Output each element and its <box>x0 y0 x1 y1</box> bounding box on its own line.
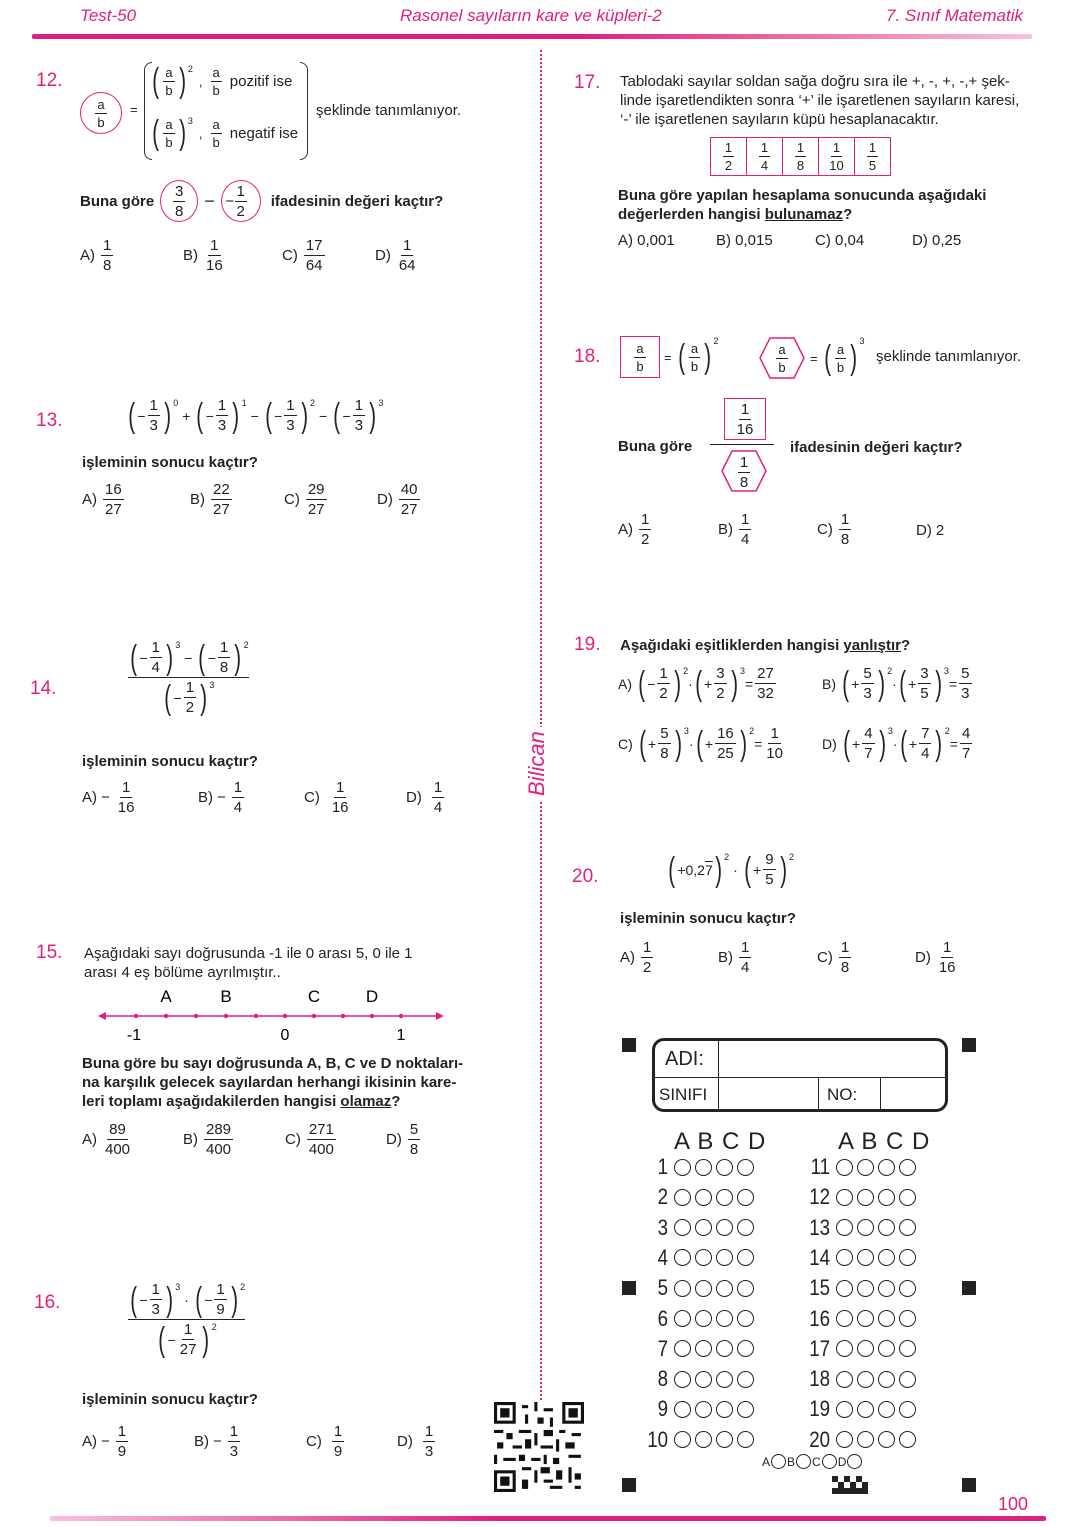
q19-number: 19. <box>574 634 601 655</box>
q16-option-c[interactable]: C) $\frac{1}{9}$ <box>306 1423 343 1460</box>
q17-line1: Tablodaki sayılar soldan sağa doğru sıra ile +, -, +, -,+ şek- <box>620 73 1010 90</box>
name-field[interactable] <box>719 1041 945 1077</box>
q16-number: 16. <box>34 1292 61 1313</box>
q18-tail: şeklinde tanımlanıyor. <box>876 348 1022 365</box>
q17-question-line2: değerlerden hangisi bulunamaz? <box>618 206 853 223</box>
no-label: NO: <box>819 1078 881 1112</box>
answer-row <box>644 1213 758 1243</box>
student-info-box <box>652 1038 948 1112</box>
watermark-text: Bilican <box>524 727 550 800</box>
q19-option-d[interactable]: D) ( + $\frac{4}{7}$ ) 3 · ( + $\frac{7}{4}$ ) 2 = $\frac{4}{7}$ <box>822 724 971 763</box>
q17-cell-3: $\frac{1}{8}$ <box>783 138 819 176</box>
answer-bubble-b[interactable] <box>695 1249 712 1266</box>
q14-expression: ( − $\frac{1}{4}$ ) 3 − ( − $\frac{1}{8}$ ) 2 ( − $\frac{1}{2}$ ) 3 <box>128 640 249 715</box>
q13-number: 13. <box>36 410 63 431</box>
answer-row-number: 6 <box>657 1305 669 1331</box>
answer-bubble-d[interactable] <box>737 1189 754 1206</box>
q18-hexagon-definition: $\frac{a}{b}$ = ( $\frac{a}{b}$ ) 3 <box>758 336 865 380</box>
q18-square-definition: $\frac{a}{b}$ = ( $\frac{a}{b}$ ) 2 <box>620 336 719 378</box>
q14-option-d[interactable]: D) $\frac{1}{4}$ <box>406 779 443 816</box>
q12-option-b[interactable]: B) $\frac{1}{16}$ <box>183 237 223 274</box>
answer-bubble-c[interactable] <box>878 1431 895 1448</box>
footer-bar <box>50 1516 1046 1521</box>
q14-prompt: işleminin sonucu kaçtır? <box>82 753 258 770</box>
q14-number: 14. <box>30 678 57 699</box>
answer-columns-left: A B C D <box>674 1128 767 1155</box>
answer-bubble-c[interactable] <box>878 1249 895 1266</box>
q15-tick-minus1: -1 <box>126 1027 142 1044</box>
answer-bubble-c[interactable] <box>716 1340 733 1357</box>
class-label: SINIFI <box>655 1078 719 1112</box>
topic-title: Rasonel sayıların kare ve küpleri-2 <box>400 6 662 25</box>
q18-option-a[interactable]: A) $\frac{1}{2}$ <box>618 511 650 548</box>
answer-bubble-a[interactable] <box>836 1371 853 1388</box>
q12-equals: = <box>130 102 138 117</box>
answer-row <box>806 1304 920 1334</box>
answer-bubble-a[interactable] <box>836 1249 853 1266</box>
q17-number: 17. <box>574 72 601 93</box>
answer-bubble-c[interactable] <box>716 1219 733 1236</box>
answer-row-number: 19 <box>809 1396 831 1422</box>
q12-tail: şeklinde tanımlanıyor. <box>316 102 462 119</box>
answer-bubble-d[interactable] <box>899 1249 916 1266</box>
alignment-mark <box>622 1478 636 1492</box>
answer-row-number: 4 <box>657 1244 669 1270</box>
answer-bubble-b[interactable] <box>695 1159 712 1176</box>
answer-bubble-d[interactable] <box>899 1371 916 1388</box>
q12-case2: ( $\frac{a}{b}$ ) 3 , $\frac{a}{b}$ negatif ise <box>152 114 299 152</box>
answer-bubble-a[interactable] <box>836 1310 853 1327</box>
answer-bubble-a[interactable] <box>674 1310 691 1327</box>
answer-row-number: 7 <box>657 1335 669 1361</box>
no-field[interactable] <box>881 1078 945 1112</box>
answer-bubble-d[interactable] <box>899 1280 916 1297</box>
answer-bubble-b[interactable] <box>857 1280 874 1297</box>
answer-row <box>644 1425 758 1455</box>
q13-expression: ( − $\frac{1}{3}$ ) 0 + ( − $\frac{1}{3}$ ) 1 − ( − $\frac{1}{3}$ ) 2 − ( − $\frac{1}{3}$ ) 3 <box>128 396 384 435</box>
answer-bubble-b[interactable] <box>857 1371 874 1388</box>
answer-row-number: 2 <box>657 1184 669 1210</box>
answer-bubble-b[interactable] <box>857 1310 874 1327</box>
answer-row <box>644 1334 758 1364</box>
answer-bubble-d[interactable] <box>899 1401 916 1418</box>
q20-prompt: işleminin sonucu kaçtır? <box>620 910 796 927</box>
q12-option-d[interactable]: D) $\frac{1}{64}$ <box>375 237 416 274</box>
answer-bubble-d[interactable] <box>899 1189 916 1206</box>
alignment-mark <box>622 1038 636 1052</box>
answer-row-number: 17 <box>809 1335 831 1361</box>
answer-bubble-c[interactable] <box>716 1249 733 1266</box>
q17-option-c[interactable]: C) 0,04 <box>815 232 865 249</box>
q12-option-a[interactable]: A) $\frac{1}{8}$ <box>80 237 112 274</box>
answer-bubble-c[interactable] <box>716 1310 733 1327</box>
answer-row-number: 5 <box>657 1275 669 1301</box>
answer-bubble-b[interactable] <box>695 1280 712 1297</box>
answer-bubble-a[interactable] <box>836 1431 853 1448</box>
q18-prompt-a: Buna göre <box>618 438 693 455</box>
q13-option-c[interactable]: C) $\frac{29}{27}$ <box>284 481 325 518</box>
answer-bubble-a[interactable] <box>836 1280 853 1297</box>
q13-option-b[interactable]: B) $\frac{22}{27}$ <box>190 481 230 518</box>
q16-expression: ( − $\frac{1}{3}$ ) 3 · ( − $\frac{1}{9}$ ) 2 ( − $\frac{1}{27}$ ) 2 <box>128 1282 245 1357</box>
answer-bubble-a[interactable] <box>674 1340 691 1357</box>
answer-bubble-c[interactable] <box>878 1340 895 1357</box>
answer-bubble-d[interactable] <box>899 1340 916 1357</box>
alignment-mark <box>962 1281 976 1295</box>
alignment-mark <box>962 1038 976 1052</box>
q20-number: 20. <box>572 866 599 887</box>
answer-row-number: 1 <box>657 1154 669 1179</box>
answer-bubble-d[interactable] <box>737 1249 754 1266</box>
answer-bubble-c[interactable] <box>716 1431 733 1448</box>
answer-bubble-c[interactable] <box>878 1280 895 1297</box>
answer-row <box>806 1364 920 1394</box>
q15-line1: Aşağıdaki sayı doğrusunda -1 ile 0 arası 5, 0 ile 1 <box>84 945 413 962</box>
answer-bubble-d[interactable] <box>899 1219 916 1236</box>
answer-bubble-b[interactable] <box>857 1431 874 1448</box>
name-label: ADI: <box>655 1041 719 1077</box>
answer-row-number: 15 <box>809 1275 831 1301</box>
answer-row-number: 18 <box>809 1366 831 1392</box>
answer-row-number: 14 <box>809 1244 831 1270</box>
answer-bubble-c[interactable] <box>716 1401 733 1418</box>
q15-question-line1: Buna göre bu sayı doğrusunda A, B, C ve D noktaları- <box>82 1055 464 1072</box>
q19-prompt: Aşağıdaki eşitliklerden hangisi yanlıştır? <box>620 637 911 654</box>
answer-row <box>806 1394 920 1424</box>
alignment-mark <box>962 1478 976 1492</box>
q15-question-line2: na karşılık gelecek sayılardan herhangi ikisinin kare- <box>82 1074 457 1091</box>
timing-marks <box>832 1476 872 1496</box>
q15-option-a[interactable]: A) $\frac{89}{400}$ <box>82 1121 131 1158</box>
q17-number-table <box>710 137 891 176</box>
answer-row <box>644 1182 758 1212</box>
answer-bubble-b[interactable] <box>695 1189 712 1206</box>
q18-number: 18. <box>574 346 601 367</box>
answer-bubble-d[interactable] <box>899 1431 916 1448</box>
q18-option-d[interactable]: D) 2 <box>916 522 945 539</box>
answer-row-number: 16 <box>809 1305 831 1331</box>
answer-bubble-a[interactable] <box>674 1219 691 1236</box>
answer-row-number: 13 <box>809 1214 831 1240</box>
q12-option-c[interactable]: C) $\frac{17}{64}$ <box>282 237 323 274</box>
answer-bubble-a[interactable] <box>836 1219 853 1236</box>
answer-bubble-d[interactable] <box>737 1159 754 1176</box>
q15-point-c: C <box>307 987 321 1006</box>
answer-bubble-b[interactable] <box>695 1401 712 1418</box>
answer-row-number: 8 <box>657 1366 669 1392</box>
answer-bubble-d[interactable] <box>737 1310 754 1327</box>
q17-cell-1: $\frac{1}{2}$ <box>711 138 747 176</box>
answer-row <box>806 1182 920 1212</box>
answer-key-legend: A B C D <box>762 1454 863 1469</box>
header-bar <box>32 34 1032 39</box>
q16-option-d[interactable]: D) $\frac{1}{3}$ <box>397 1423 434 1460</box>
q17-question-line1: Buna göre yapılan hesaplama sonucunda aşağıdaki <box>618 187 987 204</box>
answer-bubble-d[interactable] <box>737 1219 754 1236</box>
q13-prompt: işleminin sonucu kaçtır? <box>82 454 258 471</box>
answer-bubble-b[interactable] <box>857 1189 874 1206</box>
answer-bubble-d[interactable] <box>737 1280 754 1297</box>
answer-row <box>644 1273 758 1303</box>
answer-row <box>806 1152 920 1182</box>
answer-bubble-c[interactable] <box>716 1159 733 1176</box>
q17-cell-4: $\frac{1}{10}$ <box>819 138 855 176</box>
answer-bubble-c[interactable] <box>878 1219 895 1236</box>
answer-row <box>806 1273 920 1303</box>
q16-option-a[interactable]: A) − $\frac{1}{9}$ <box>82 1423 127 1460</box>
q19-option-c[interactable]: C) ( + $\frac{5}{8}$ ) 3 · ( + $\frac{16}{25}$ ) 2 = $\frac{1}{10}$ <box>618 724 783 763</box>
answer-bubble-c[interactable] <box>878 1189 895 1206</box>
q12-number: 12. <box>36 70 63 91</box>
qr-code <box>494 1402 584 1492</box>
q14-option-c[interactable]: C) $\frac{1}{16}$ <box>304 779 349 816</box>
answer-bubble-b[interactable] <box>857 1340 874 1357</box>
course-label: 7. Sınıf Matematik <box>886 6 1023 25</box>
answer-row-number: 11 <box>810 1154 831 1179</box>
q15-question-line3: leri toplamı aşağıdakilerden hangisi olamaz? <box>82 1093 401 1110</box>
answer-row-number: 20 <box>809 1426 831 1452</box>
answer-bubble-a[interactable] <box>674 1249 691 1266</box>
answer-bubble-b[interactable] <box>695 1340 712 1357</box>
q15-number-line <box>96 984 446 1046</box>
answer-row <box>806 1213 920 1243</box>
answer-row-number: 9 <box>657 1396 669 1422</box>
q14-option-b[interactable]: B) − $\frac{1}{4}$ <box>198 779 243 816</box>
q20-option-d[interactable]: D) $\frac{1}{16}$ <box>915 939 956 976</box>
q18-hexagon-shape <box>758 336 806 380</box>
answer-bubble-d[interactable] <box>737 1401 754 1418</box>
q16-prompt: işleminin sonucu kaçtır? <box>82 1391 258 1408</box>
q17-option-d[interactable]: D) 0,25 <box>912 232 962 249</box>
answer-row <box>644 1364 758 1394</box>
answer-bubble-b[interactable] <box>695 1431 712 1448</box>
q15-point-b: B <box>220 987 232 1006</box>
answer-bubble-c[interactable] <box>716 1280 733 1297</box>
q15-option-b[interactable]: B) $\frac{289}{400}$ <box>183 1121 232 1158</box>
answer-bubble-b[interactable] <box>695 1219 712 1236</box>
q15-number: 15. <box>36 942 63 963</box>
answer-row <box>644 1152 758 1182</box>
answer-bubble-a[interactable] <box>674 1280 691 1297</box>
answer-row-number: 3 <box>657 1214 669 1240</box>
answer-row <box>806 1334 920 1364</box>
answer-bubble-d[interactable] <box>737 1371 754 1388</box>
answer-row <box>806 1425 920 1455</box>
answer-bubble-c[interactable] <box>716 1371 733 1388</box>
answer-bubble-a[interactable] <box>836 1189 853 1206</box>
answer-row-number: 12 <box>809 1184 831 1210</box>
answer-bubble-d[interactable] <box>899 1159 916 1176</box>
q19-option-b[interactable]: B) ( + $\frac{5}{3}$ ) 2 · ( + $\frac{3}{5}$ ) 3 = $\frac{5}{3}$ <box>822 664 970 703</box>
answer-bubble-b[interactable] <box>857 1219 874 1236</box>
q15-option-c[interactable]: C) $\frac{271}{400}$ <box>285 1121 334 1158</box>
q17-cell-5: $\frac{1}{5}$ <box>855 138 891 176</box>
q19-option-a[interactable]: A) ( − $\frac{1}{2}$ ) 2 · ( + $\frac{3}{2}$ ) 3 = $\frac{27}{32}$ <box>618 664 774 703</box>
answer-bubble-d[interactable] <box>899 1310 916 1327</box>
q18-option-c[interactable]: C) $\frac{1}{8}$ <box>817 511 850 548</box>
answer-row <box>644 1304 758 1334</box>
alignment-mark <box>622 1281 636 1295</box>
answer-bubble-b[interactable] <box>695 1371 712 1388</box>
q17-option-b[interactable]: B) 0,015 <box>716 232 773 249</box>
answer-bubble-c[interactable] <box>878 1310 895 1327</box>
q13-option-a[interactable]: A) $\frac{16}{27}$ <box>82 481 122 518</box>
q12-case1: ( $\frac{a}{b}$ ) 2 , $\frac{a}{b}$ pozitif ise <box>152 62 293 100</box>
q15-line2: arası 4 eş bölüme ayrılmıştır.. <box>84 964 281 981</box>
q12-right-brace <box>300 62 308 160</box>
q14-option-a[interactable]: A) − $\frac{1}{16}$ <box>82 779 135 816</box>
answer-row <box>806 1243 920 1273</box>
answer-bubble-a[interactable] <box>674 1159 691 1176</box>
answer-bubble-a[interactable] <box>674 1401 691 1418</box>
answer-bubble-a[interactable] <box>836 1340 853 1357</box>
q20-option-b[interactable]: B) $\frac{1}{4}$ <box>718 939 750 976</box>
answer-bubble-a[interactable] <box>674 1189 691 1206</box>
q15-point-a: A <box>160 987 172 1006</box>
answer-bubble-d[interactable] <box>737 1431 754 1448</box>
answer-bubble-a[interactable] <box>836 1401 853 1418</box>
q20-option-c[interactable]: C) $\frac{1}{8}$ <box>817 939 850 976</box>
answer-columns-right: A B C D <box>838 1128 931 1155</box>
q12-prompt: Buna göre $\frac{3}{8}$ − − 1 2 ifadesinin değeri kaçtır? <box>80 180 443 222</box>
answer-bubble-a[interactable] <box>674 1371 691 1388</box>
answer-bubble-a[interactable] <box>674 1431 691 1448</box>
answer-bubble-b[interactable] <box>695 1310 712 1327</box>
class-field[interactable] <box>719 1078 819 1112</box>
page-number: 100 <box>998 1494 1029 1514</box>
q20-expression: ( +0,2 7 ) 2 · ( + $\frac{9}{5}$ ) 2 <box>668 850 794 889</box>
answer-row-number: 10 <box>647 1426 669 1452</box>
answer-bubble-b[interactable] <box>857 1159 874 1176</box>
q13-option-d[interactable]: D) $\frac{40}{27}$ <box>377 481 418 518</box>
answer-bubble-b[interactable] <box>857 1401 874 1418</box>
q15-point-d: D <box>365 987 379 1006</box>
q17-line2: linde işaretlendikten sonra ‘+’ ile işaretlenen sayıların karesi, <box>620 92 1020 109</box>
q15-option-d[interactable]: D) $\frac{5}{8}$ <box>386 1121 419 1158</box>
q16-option-b[interactable]: B) − $\frac{1}{3}$ <box>194 1423 239 1460</box>
q15-tick-1: 1 <box>396 1027 406 1044</box>
answer-bubble-a[interactable] <box>836 1159 853 1176</box>
q17-line3: ‘-’ ile işaretlenen sayıların küpü hesaplanacaktır. <box>620 111 939 128</box>
answer-bubble-d[interactable] <box>737 1340 754 1357</box>
answer-row <box>644 1394 758 1424</box>
answer-bubble-c[interactable] <box>716 1189 733 1206</box>
q18-fraction: $\frac{1}{16}$ $\frac{1}{8}$ <box>716 398 776 493</box>
q15-tick-0: 0 <box>280 1027 290 1044</box>
answer-bubble-c[interactable] <box>878 1159 895 1176</box>
q18-prompt-b: ifadesinin değeri kaçtır? <box>790 439 963 456</box>
answer-bubble-c[interactable] <box>878 1401 895 1418</box>
q17-cell-2: $\frac{1}{4}$ <box>747 138 783 176</box>
test-label: Test-50 <box>80 6 137 25</box>
q17-option-a[interactable]: A) 0,001 <box>618 232 675 249</box>
q18-option-b[interactable]: B) $\frac{1}{4}$ <box>718 511 750 548</box>
answer-bubble-c[interactable] <box>878 1371 895 1388</box>
q20-option-a[interactable]: A) $\frac{1}{2}$ <box>620 939 652 976</box>
q12-circle-symbol: $\frac{a}{b}$ <box>80 92 122 134</box>
answer-row <box>644 1243 758 1273</box>
answer-bubble-b[interactable] <box>857 1249 874 1266</box>
